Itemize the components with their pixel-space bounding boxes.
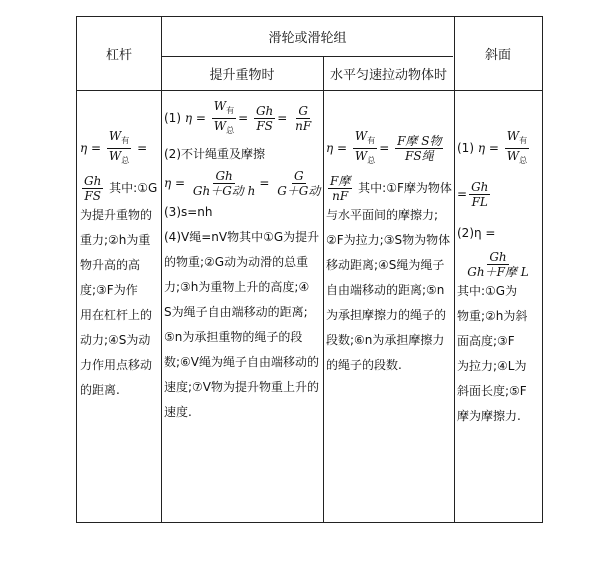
lift-formula-1: (1) η = $\frac{W_有}{W_总}$ = $\frac{Gh}{FS}$ = $\frac{G}{nF}$: [164, 99, 312, 135]
incline-text: 斜面长度;⑤F: [457, 384, 527, 398]
incline-formula-4: $\frac{Gh}{\text{Gh＋F摩 L}}$: [467, 250, 529, 279]
lift-text: ⑤n为承担重物的绳子的段: [164, 330, 303, 344]
lever-cell: [77, 127, 161, 405]
drag-text: 与水平面间的摩擦力;: [326, 208, 439, 222]
drag-text: 自由端移动的距离;⑤n: [326, 283, 445, 297]
lift-formula-3: (3)s=nh: [164, 205, 213, 219]
incline-formula-1: (1) η = $\frac{W_有}{W_总}$: [457, 129, 528, 165]
lift-text: S为绳子自由端移动的距离;: [164, 305, 308, 319]
header-drag: 水平匀速拉动物体时: [329, 67, 447, 83]
header-lift: 提升重物时: [209, 67, 275, 83]
header-incline: 斜面: [484, 48, 511, 63]
incline-formula-3: (2)η =: [457, 226, 496, 240]
lift-text: 数;⑥V绳为绳子自由端移动的: [164, 355, 320, 369]
lift-condition: (2)不计绳重及摩擦: [164, 147, 265, 161]
drag-text: ②F为拉力;③S物为物体: [326, 233, 451, 247]
row-divider: [77, 90, 542, 91]
drag-text: 的绳子的段数.: [326, 358, 402, 372]
lever-text: 重力;②h为重: [80, 233, 151, 247]
incline-text: 摩为摩擦力.: [457, 409, 521, 423]
incline-text: 物重;②h为斜: [457, 309, 528, 323]
incline-text: 面高度;③F: [457, 334, 515, 348]
formula-table: [76, 16, 543, 523]
lever-text: 的距离.: [80, 383, 120, 397]
drag-formula-2: $\frac{\text{F摩}}{nF}$ 其中:①F摩为物体: [330, 174, 452, 203]
lever-text: 度;③F为作: [80, 283, 138, 297]
header-pulley: 滑轮或滑轮组: [268, 31, 347, 46]
incline-cell: [454, 127, 542, 431]
lift-formula-2: η = $\frac{Gh}{\text{Gh＋G动 h}}$ = $\frac{G}{\text{G＋G动}}$: [164, 169, 321, 198]
drag-formula-1: η = $\frac{W_有}{W_总}$ = $\frac{\text{F摩 S物}}{\text{FS绳}}$: [326, 129, 442, 165]
header-lever: 杠杆: [105, 48, 132, 63]
lever-text: 物升高的高: [80, 258, 141, 272]
lift-cell: [161, 97, 323, 427]
lever-formula-1: η = $\frac{W_有}{W_总}$ =: [80, 129, 148, 165]
lever-text: 力作用点移动: [80, 358, 153, 372]
lift-text: 速度;⑦V物为提升物重上升的: [164, 380, 320, 394]
lever-formula-2: $\frac{Gh}{FS}$ 其中:①G: [84, 174, 158, 203]
incline-text: 其中:①G为: [457, 284, 518, 298]
lift-text: 力;③h为重物上升的高度;④: [164, 280, 310, 294]
lever-text: 用在杠杆上的: [80, 308, 153, 322]
incline-formula-2: = $\frac{Gh}{FL}$: [457, 180, 489, 209]
drag-text: 移动距离;④S绳为绳子: [326, 258, 445, 272]
drag-cell: [323, 127, 454, 380]
lever-text: 为提升重物的: [80, 208, 153, 222]
lift-text: 速度.: [164, 405, 192, 419]
drag-text: 为承担摩擦力的绳子的: [326, 308, 447, 322]
incline-text: 为拉力;④L为: [457, 359, 527, 373]
lift-text: 的物重;②G动为动滑的总重: [164, 255, 309, 269]
lever-text: 动力;④S为动: [80, 333, 151, 347]
drag-text: 段数;⑥n为承担摩擦力: [326, 333, 445, 347]
lift-text: (4)V绳=nV物其中①G为提升: [164, 230, 320, 244]
